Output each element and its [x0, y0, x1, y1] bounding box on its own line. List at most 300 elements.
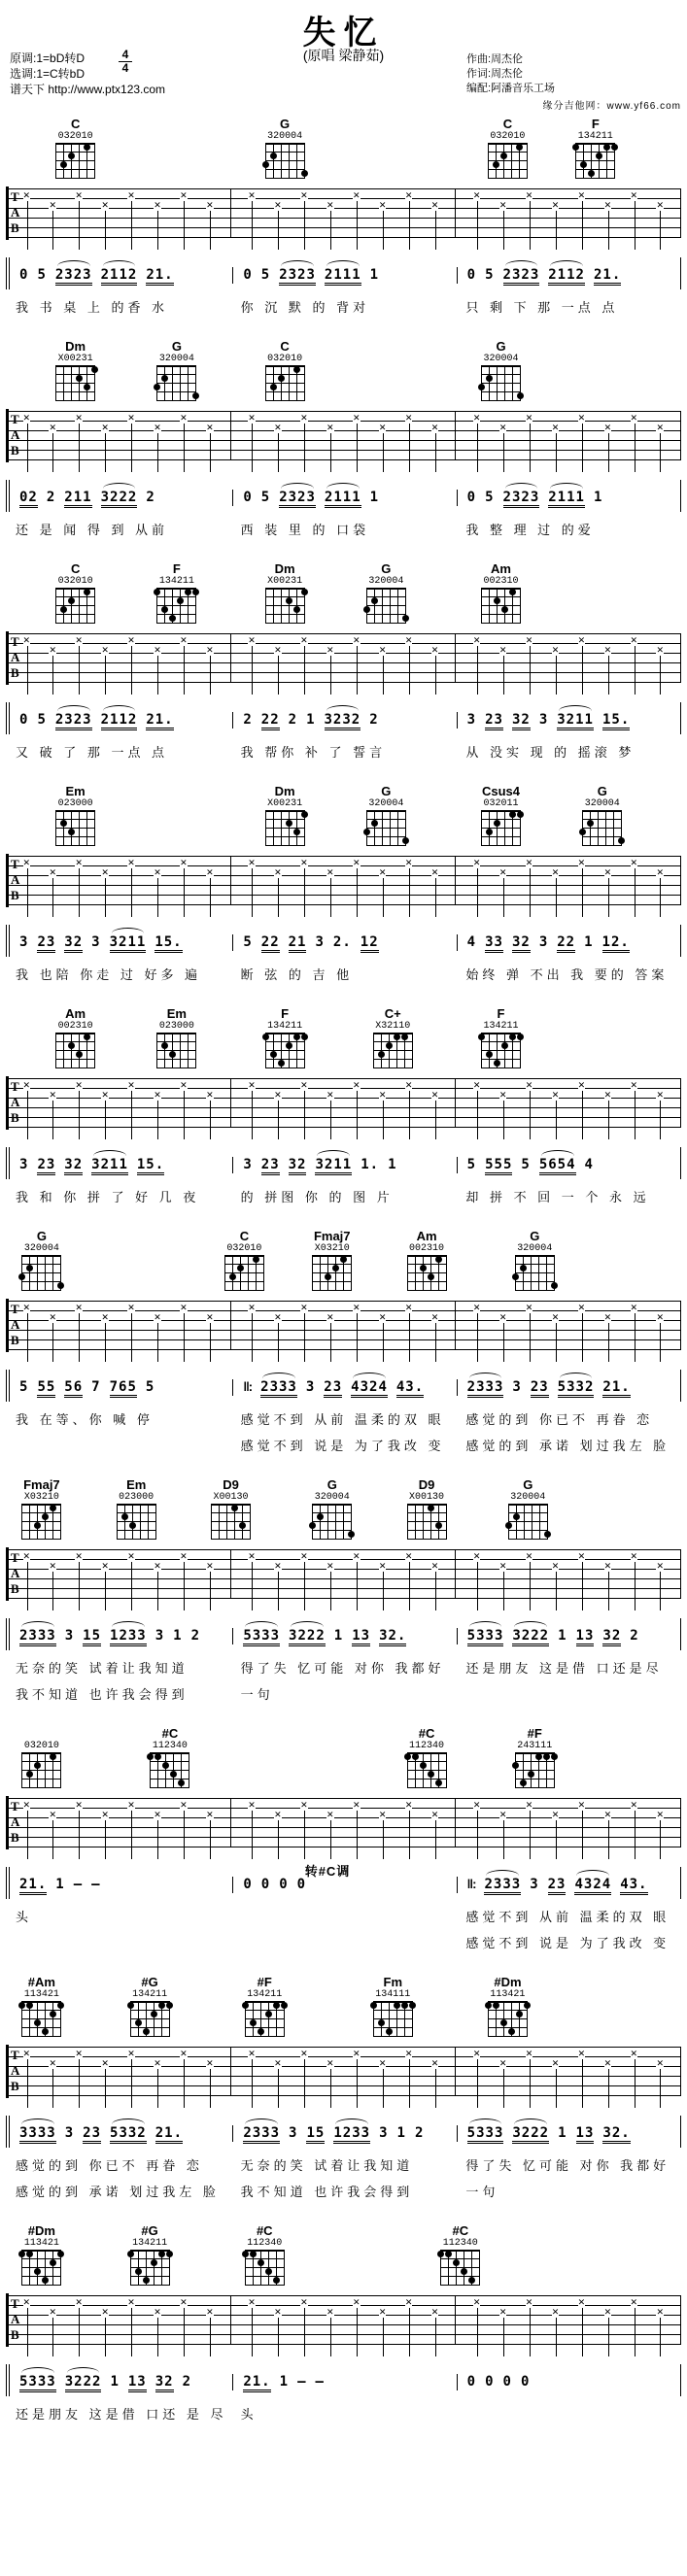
jianpu-token: 1233	[110, 1628, 147, 1644]
chord-name: Am	[416, 1229, 437, 1243]
lyrics-measure: 还是朋友 这是借 口还是尽	[465, 1661, 663, 1676]
chord-grid	[366, 810, 406, 846]
chord-dot	[486, 1051, 493, 1058]
chord-dot	[42, 2277, 49, 2284]
chord-dot	[265, 2011, 272, 2017]
chord-dot	[270, 1051, 277, 1058]
jianpu-measure	[10, 1877, 232, 1893]
strum-mark	[608, 206, 609, 250]
tab-system	[6, 1229, 681, 1454]
time-signature	[119, 49, 132, 75]
chord-dot	[154, 384, 160, 390]
lyrics-measure: 我 和 你 拼 了 好 几 夜	[16, 1190, 200, 1204]
strum-mark	[131, 641, 132, 695]
chord-dot	[265, 2268, 272, 2275]
chord-dot	[402, 837, 409, 844]
chord-dot	[273, 2002, 280, 2009]
jianpu-token: 32	[64, 934, 84, 950]
jianpu-token: 5332	[557, 1379, 595, 1395]
strum-mark	[556, 1096, 557, 1139]
strum-mark	[157, 1318, 158, 1362]
chord-dot	[461, 2268, 467, 2275]
key-info-block	[10, 51, 165, 97]
strum-mark	[503, 1815, 504, 1859]
chord-fingering: X32110	[375, 1021, 411, 1032]
jianpu-token: 32	[288, 1157, 307, 1172]
jianpu-token: 1233	[333, 2125, 371, 2141]
chord-dot	[401, 2002, 408, 2009]
chord-diagram	[485, 117, 530, 179]
strum-mark	[608, 1567, 609, 1610]
chord-dot	[293, 366, 300, 373]
chord-name: #C	[256, 2223, 273, 2238]
strum-mark	[477, 2303, 478, 2356]
strum-mark	[357, 196, 358, 250]
chord-dot	[404, 1753, 411, 1760]
tab-system	[6, 1477, 681, 1703]
strum-mark	[582, 641, 583, 695]
lyrics-measure: 感觉不到 说是 为了我改 变	[465, 1936, 670, 1950]
chord-row	[6, 1975, 681, 2043]
tab-staff	[6, 1549, 681, 1599]
chord-dot	[250, 2251, 257, 2257]
chord-dot	[551, 1282, 558, 1289]
chord-dot	[278, 1060, 285, 1067]
chord-diagram	[19, 1975, 64, 2037]
barline	[455, 1078, 456, 1128]
chord-dot	[34, 2268, 41, 2275]
jianpu-token: 1.	[361, 1157, 380, 1172]
jianpu-line	[6, 480, 681, 512]
chord-grid	[366, 588, 406, 624]
jianpu-token: 21.	[155, 2125, 184, 2141]
tab-clef-letters: T A B	[11, 2296, 20, 2342]
strum-mark	[27, 2054, 28, 2108]
chord-grid	[488, 143, 528, 179]
chord-dot	[154, 589, 160, 595]
chord-fingering: 113421	[23, 2238, 59, 2249]
jianpu-token: 3	[538, 934, 549, 950]
jianpu-token: 13	[575, 1628, 595, 1644]
chord-name: Am	[65, 1006, 86, 1021]
jianpu-token: 23	[485, 712, 503, 728]
jianpu-token: 21	[288, 934, 307, 950]
chord-grid	[55, 143, 95, 179]
chord-diagram	[262, 784, 307, 846]
strum-mark	[52, 1096, 53, 1139]
tab-staff	[6, 633, 681, 683]
lyrics-measure	[456, 1684, 681, 1703]
jianpu-token: 12	[360, 934, 379, 950]
jianpu-token: 3	[243, 1157, 253, 1172]
tab-clef-letters: T A B	[11, 412, 20, 458]
chord-grid	[312, 1255, 352, 1291]
jianpu-token: 15.	[136, 1157, 165, 1172]
strum-mark	[530, 1806, 531, 1859]
lyrics-measure: 感觉的到 承诺 划过我左 脸	[16, 2185, 220, 2199]
strum-mark	[556, 2313, 557, 2356]
strum-mark	[330, 2313, 331, 2356]
chord-row	[6, 561, 681, 629]
chord-dot	[445, 2251, 452, 2257]
strum-mark	[79, 1557, 80, 1610]
staff-bracket	[6, 2293, 9, 2347]
jianpu-token: 3	[538, 712, 549, 728]
lyrics-measure: 又 破 了 那 一点 点	[16, 745, 169, 760]
strum-mark	[409, 1806, 410, 1859]
jianpu-token: 0	[243, 267, 253, 283]
chord-dot	[57, 2002, 64, 2009]
chord-name: #F	[257, 1975, 272, 1989]
jianpu-token: 5333	[19, 2374, 56, 2390]
original-singer: (原唱 梁静茹)	[302, 48, 385, 63]
strum-mark	[477, 1557, 478, 1610]
chord-dot	[34, 1762, 41, 1769]
strum-mark	[131, 1806, 132, 1859]
barline	[680, 2295, 681, 2345]
strum-mark	[530, 1308, 531, 1362]
barline	[680, 1301, 681, 1350]
strum-mark	[105, 428, 106, 472]
chord-dot	[394, 2002, 400, 2009]
chord-dot	[402, 615, 409, 622]
chord-dot	[494, 1060, 500, 1067]
chord-grid	[575, 143, 615, 179]
chord-dot	[68, 597, 75, 604]
jianpu-measure	[457, 1877, 680, 1893]
jianpu-token: 2.	[332, 934, 352, 950]
chord-name: G	[530, 1229, 540, 1243]
chord-dot	[84, 1034, 90, 1040]
chord-fingering: 320004	[510, 1492, 546, 1503]
jianpu-token: 5	[521, 1157, 531, 1172]
strum-mark	[435, 206, 436, 250]
chord-diagram	[242, 2223, 287, 2286]
jianpu-measure	[232, 1864, 456, 1893]
chord-dot	[500, 2019, 507, 2026]
strum-mark	[105, 873, 106, 917]
jianpu-line	[6, 257, 681, 289]
lyrics-measure: 我 书 桌 上 的香 水	[16, 300, 169, 315]
jianpu-token: 1	[110, 2374, 120, 2390]
chord-fingering: 002310	[57, 1021, 93, 1032]
chord-fingering: 134211	[132, 1989, 168, 2000]
chord-grid	[488, 2001, 528, 2037]
chord-dot	[516, 2011, 523, 2017]
jianpu-token: 13	[352, 1628, 371, 1644]
lyrics-measure: 我不知道 也许我会得到	[16, 1687, 189, 1702]
chord-name: Dm	[65, 339, 86, 354]
chord-name: D9	[418, 1477, 435, 1492]
jianpu-token: 2	[369, 712, 379, 728]
chord-fingering: 134211	[577, 131, 613, 142]
strum-mark	[157, 2064, 158, 2108]
jianpu-line	[6, 2116, 681, 2148]
chord-dot	[26, 2251, 33, 2257]
barline	[230, 856, 231, 905]
jianpu-token: 2323	[502, 490, 540, 505]
strum-mark	[157, 1815, 158, 1859]
chord-dot	[158, 2251, 165, 2257]
chord-dot	[50, 2259, 56, 2266]
tab-staff	[6, 188, 681, 238]
strum-mark	[435, 1815, 436, 1859]
chord-fingering: 243111	[517, 1741, 553, 1751]
chord-grid	[211, 1504, 251, 1540]
lyrics-measure: 感觉不到 从前 温柔的双 眼	[465, 1910, 670, 1924]
chord-name: G	[326, 1477, 337, 1492]
barline	[455, 1549, 456, 1599]
staff-bracket	[6, 1547, 9, 1601]
strum-mark	[660, 1096, 661, 1139]
chord-fingering: X00231	[267, 576, 303, 587]
chord-grid	[373, 1033, 413, 1068]
strum-mark	[582, 2054, 583, 2108]
strum-mark	[435, 1318, 436, 1362]
chord-dot	[91, 366, 98, 373]
chord-name: Am	[491, 561, 511, 576]
lyrics-measure: 你 沉 默 的 背对	[240, 300, 370, 315]
chord-row	[6, 2223, 681, 2291]
jianpu-token: 765	[109, 1379, 137, 1395]
strum-mark	[582, 1806, 583, 1859]
jianpu-token: 3	[512, 1379, 522, 1395]
chord-dot	[278, 375, 285, 382]
chord-dot	[158, 2002, 165, 2009]
chord-fingering: 320004	[267, 131, 303, 142]
jianpu-token: 23	[83, 2125, 102, 2141]
strum-mark	[357, 1086, 358, 1139]
chord-dot	[493, 161, 499, 168]
strum-mark	[252, 196, 253, 250]
chord-dot	[435, 1256, 442, 1263]
chord-grid	[481, 365, 521, 401]
chord-grid	[55, 365, 95, 401]
jianpu-token: 1	[279, 2374, 290, 2390]
strum-mark	[409, 419, 410, 472]
jianpu-measure	[10, 712, 232, 729]
jianpu-measure	[232, 490, 456, 506]
site-right: 缘分吉他网：www.yf66.com	[542, 101, 681, 112]
jianpu-token: 32	[602, 1628, 622, 1644]
strum-mark	[357, 2054, 358, 2108]
chord-dot	[409, 2002, 416, 2009]
chord-grid	[407, 1255, 447, 1291]
jianpu-token: 55	[37, 1379, 56, 1395]
jianpu-token: 13	[575, 2125, 595, 2141]
jianpu-line	[6, 702, 681, 734]
strum-mark	[278, 2313, 279, 2356]
chord-diagram	[404, 1726, 449, 1788]
tab-system	[6, 1975, 681, 2200]
strum-mark	[582, 196, 583, 250]
chord-grid	[21, 2250, 61, 2286]
jianpu-token: 0	[502, 2374, 512, 2390]
chord-fingering: 002310	[409, 1243, 445, 1254]
lyrics-measure: 断 弦 的 吉 他	[240, 967, 354, 982]
jianpu-measure	[10, 1379, 232, 1396]
chord-fingering: 023000	[158, 1021, 194, 1032]
strum-mark	[79, 2303, 80, 2356]
strum-mark	[278, 2064, 279, 2108]
strum-mark	[27, 2303, 28, 2356]
chord-row	[6, 339, 681, 407]
chord-fingering: X03210	[23, 1492, 59, 1503]
strum-mark	[52, 428, 53, 472]
strum-mark	[383, 206, 384, 250]
chord-dot	[286, 597, 292, 604]
tab-clef-letters: T A B	[11, 1079, 20, 1125]
chord-dot	[281, 2002, 288, 2009]
lyrics-measure	[231, 1933, 457, 1951]
repeat-sign: ‖:	[466, 1877, 476, 1891]
jianpu-token: 0	[466, 2374, 477, 2390]
chord-fingering: 032010	[57, 131, 93, 142]
chord-grid	[440, 2250, 480, 2286]
strum-mark	[79, 2054, 80, 2108]
strum-mark	[52, 651, 53, 695]
strum-mark	[157, 2313, 158, 2356]
chord-diagram	[438, 2223, 483, 2286]
strum-mark	[477, 1086, 478, 1139]
chord-dot	[486, 829, 493, 835]
chord-name: G	[280, 117, 291, 131]
chord-diagram	[404, 1229, 449, 1291]
chord-dot	[121, 1513, 128, 1520]
barline	[680, 1798, 681, 1847]
tab-clef-letters: T A B	[11, 1550, 20, 1596]
strum-mark	[52, 206, 53, 250]
tab-staff	[6, 411, 681, 460]
barline	[680, 411, 681, 460]
chord-name: Fmaj7	[23, 1477, 60, 1492]
chord-dot	[301, 811, 308, 818]
chord-dot	[517, 392, 524, 399]
lyrics-measure: 头	[16, 1910, 33, 1924]
lyrics-measure: 西 装 里 的 口袋	[240, 523, 370, 537]
barline	[455, 1301, 456, 1350]
jianpu-token: 23	[37, 1157, 56, 1172]
strum-mark	[79, 1806, 80, 1859]
chord-grid	[265, 1033, 305, 1068]
strum-mark	[330, 1567, 331, 1610]
chord-diagram	[155, 339, 199, 401]
strum-mark	[357, 1806, 358, 1859]
chord-grid	[265, 365, 305, 401]
chord-dot	[76, 1051, 83, 1058]
jianpu-token: 3	[289, 2125, 298, 2141]
strum-mark	[27, 419, 28, 472]
jianpu-token: 5333	[466, 2125, 504, 2141]
jianpu-line	[6, 1864, 681, 1899]
strum-mark	[131, 196, 132, 250]
chord-dot	[68, 1042, 75, 1049]
strum-mark	[477, 1806, 478, 1859]
lyrics-measure: 我 在等、你 喊 停	[16, 1412, 154, 1427]
strum-mark	[556, 873, 557, 917]
lyrics-measure: 始终 弹 不出 我 要的 答案	[465, 967, 669, 982]
strum-mark	[330, 2064, 331, 2108]
lyrics-line	[6, 1907, 681, 1925]
chord-dot	[177, 597, 184, 604]
jianpu-token: 22	[557, 934, 576, 950]
chord-name: #G	[141, 2223, 158, 2238]
chord-dot	[611, 144, 618, 151]
chord-name: C	[502, 117, 513, 131]
chord-row	[6, 1006, 681, 1074]
chord-dot	[401, 1034, 408, 1040]
tab-clef-letters: T A B	[11, 1799, 20, 1845]
chord-dot	[169, 615, 176, 622]
chord-fingering: 320004	[483, 354, 519, 364]
chord-name: C	[280, 339, 290, 354]
chord-dot	[192, 392, 199, 399]
jianpu-token: 32	[64, 1157, 84, 1172]
jianpu-token: 4	[466, 934, 477, 950]
jianpu-token: 555	[485, 1157, 513, 1172]
chord-grid	[156, 588, 196, 624]
strum-mark	[660, 2064, 661, 2108]
jianpu-measure	[457, 1379, 680, 1396]
strum-mark	[503, 2313, 504, 2356]
strum-mark	[503, 206, 504, 250]
strum-mark	[383, 2064, 384, 2108]
jianpu-token: 0	[243, 1877, 253, 1892]
chord-dot	[572, 144, 579, 151]
jianpu-token: 1	[593, 490, 603, 505]
strum-mark	[27, 1308, 28, 1362]
strum-mark	[252, 1086, 253, 1139]
jianpu-token: 2	[146, 490, 155, 505]
strum-mark	[304, 1557, 305, 1610]
strum-mark	[409, 2054, 410, 2108]
strum-mark	[52, 1567, 53, 1610]
chord-dot	[26, 2002, 33, 2009]
strum-mark	[409, 864, 410, 917]
strum-mark	[383, 1815, 384, 1859]
chord-diagram	[19, 1477, 64, 1540]
strum-mark	[27, 1806, 28, 1859]
jianpu-token: 5	[260, 267, 271, 283]
chord-dot	[486, 375, 493, 382]
jianpu-measure	[232, 267, 456, 284]
jianpu-token: 4	[584, 1157, 594, 1172]
chord-dot	[143, 2028, 150, 2035]
chord-grid	[481, 588, 521, 624]
chord-dot	[505, 1522, 512, 1529]
chord-fingering: 112340	[152, 1741, 188, 1751]
chord-dot	[340, 1256, 347, 1263]
chord-dot	[42, 1513, 49, 1520]
strum-mark	[79, 1086, 80, 1139]
lyrics-measure: 头	[240, 2407, 258, 2422]
strum-mark	[383, 873, 384, 917]
jianpu-token: 2323	[279, 490, 316, 505]
credits-block	[466, 52, 555, 96]
jianpu-token: 5	[37, 267, 47, 283]
chord-dot	[273, 2277, 280, 2284]
lyrics-line	[6, 2404, 681, 2423]
jianpu-token: 3211	[315, 1157, 353, 1172]
chord-dot	[428, 1771, 434, 1778]
jianpu-token: 3222	[512, 2125, 550, 2141]
chord-grid	[481, 810, 521, 846]
lyrics-measure: 只 剩 下 那 一点 点	[465, 300, 619, 315]
chord-diagram	[363, 784, 408, 846]
chord-dot	[500, 153, 507, 159]
chord-dot	[129, 1522, 136, 1529]
strum-mark	[409, 1557, 410, 1610]
